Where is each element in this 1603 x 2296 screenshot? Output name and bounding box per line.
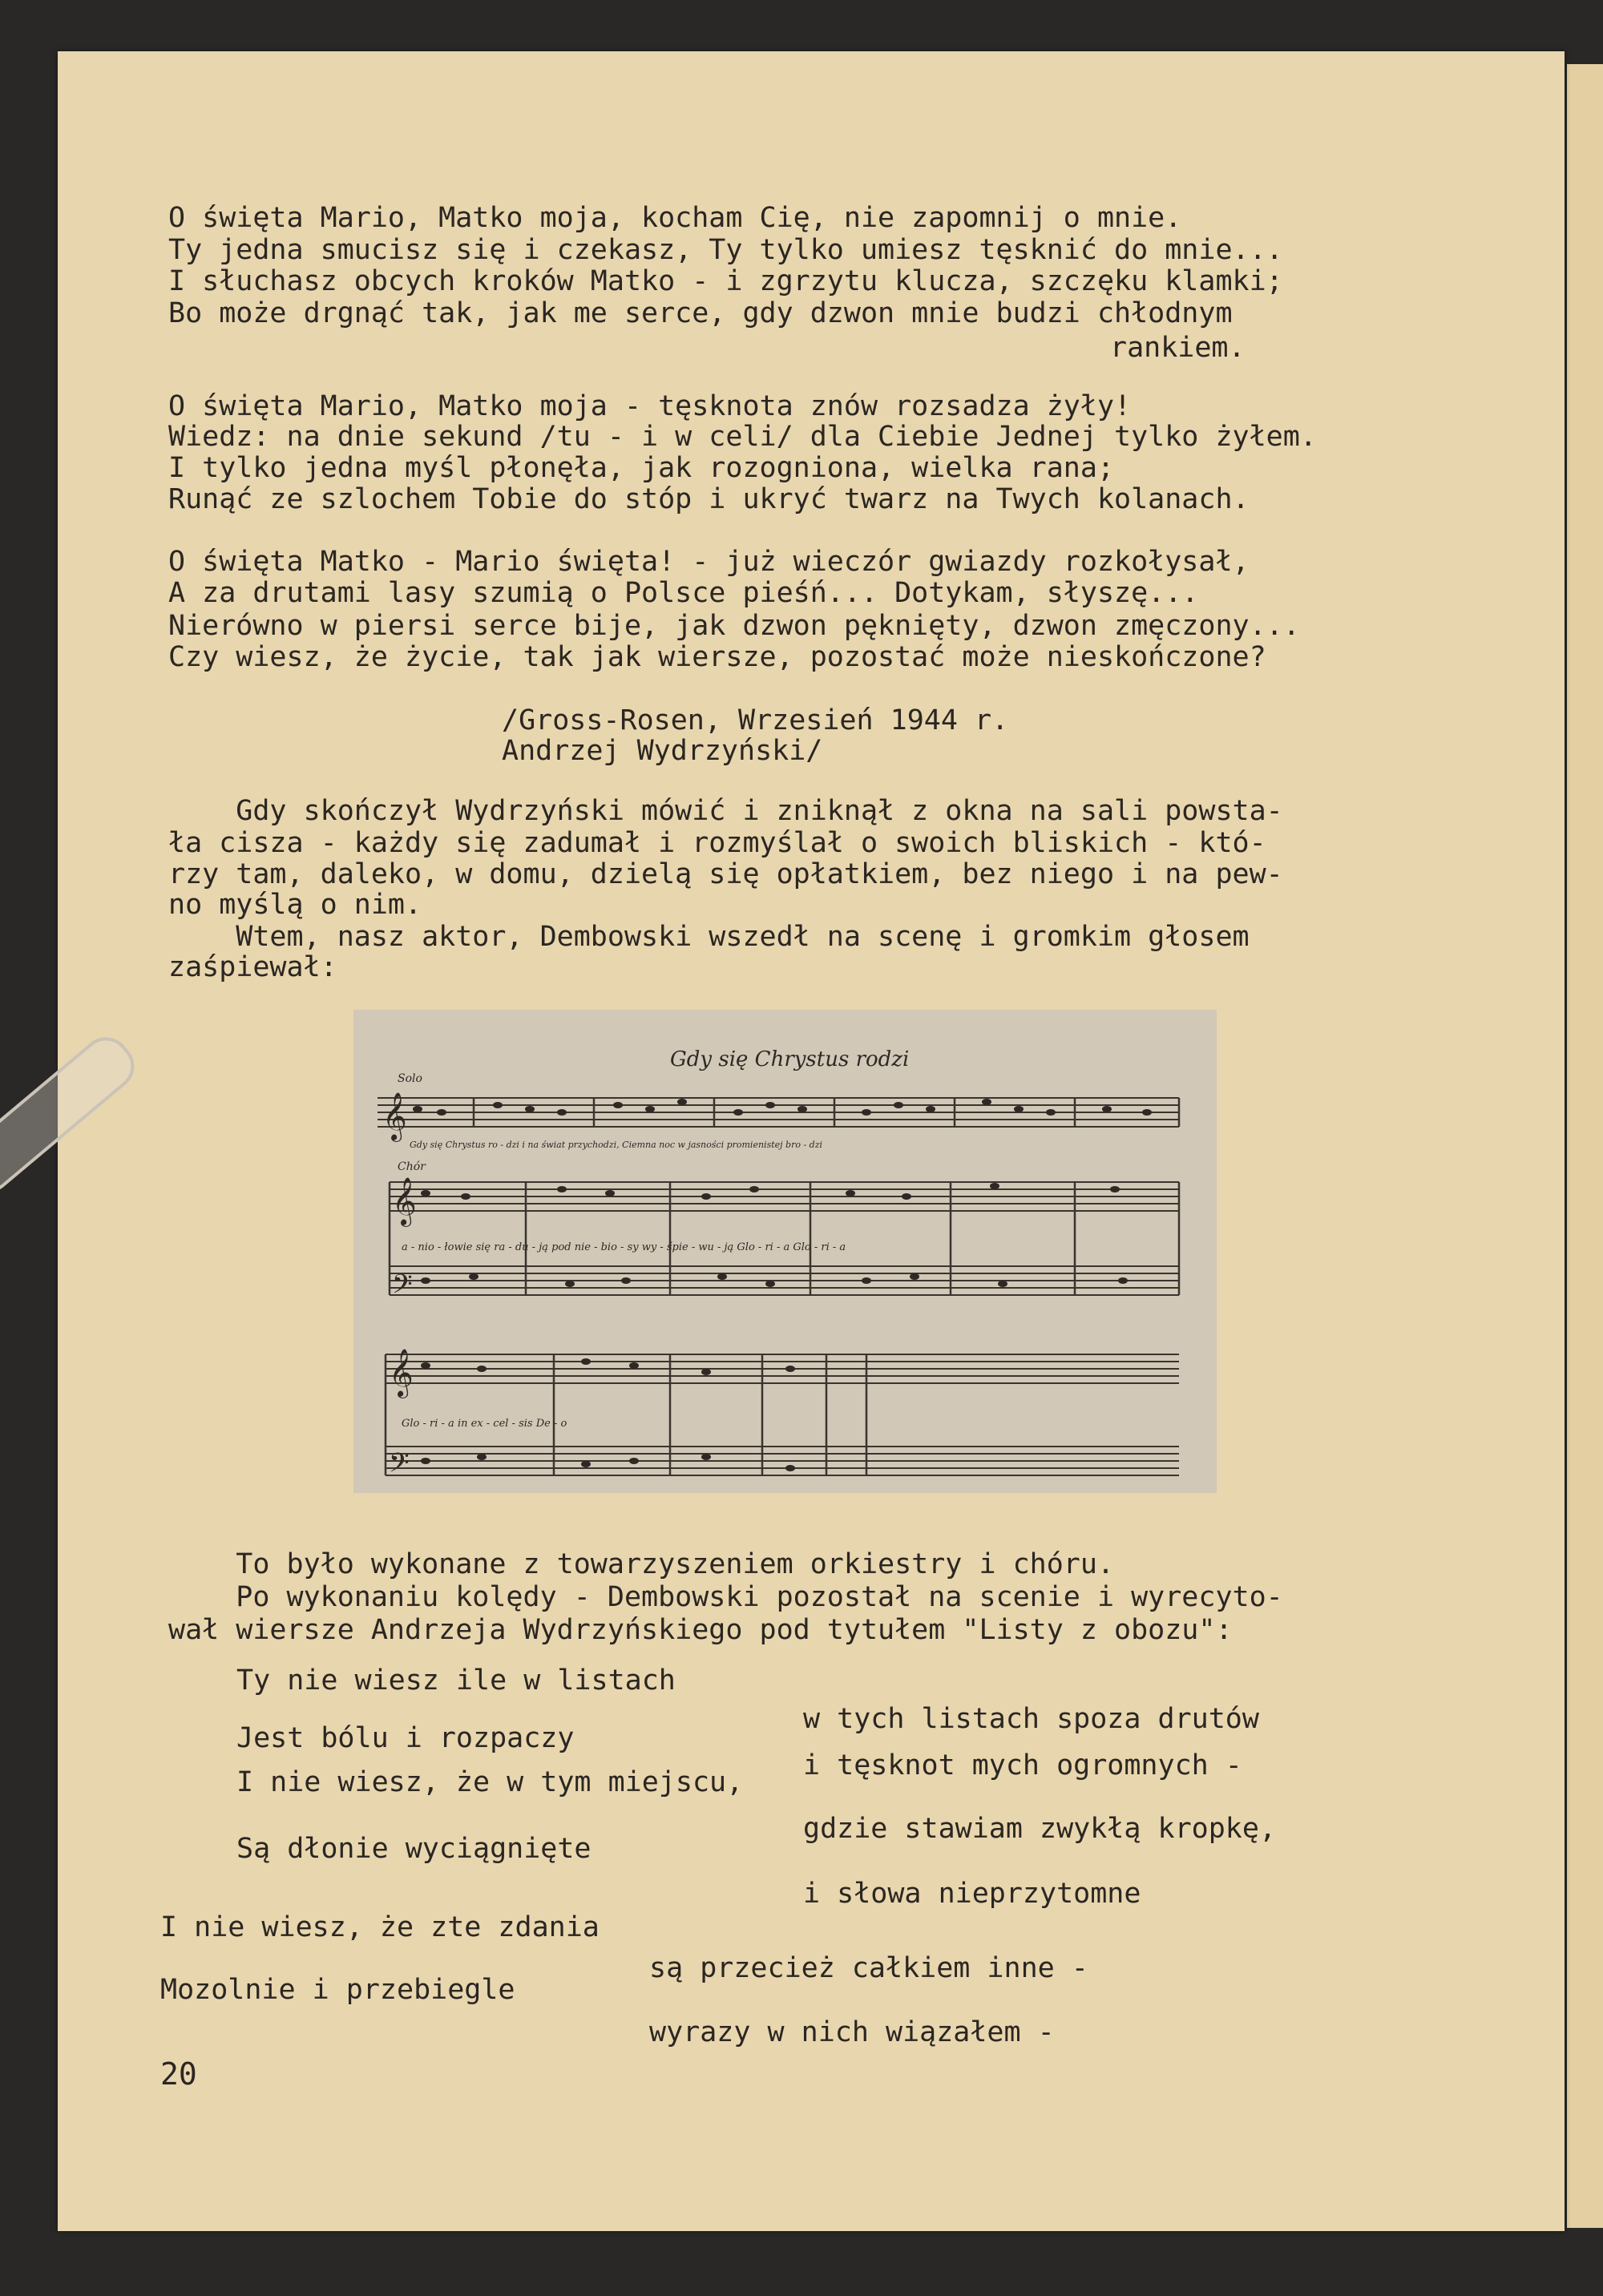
stanza2-line4: Runąć ze szlochem Tobie do stóp i ukryć twarz na Twych kolanach. [168,483,1250,515]
poem-left-line5: I nie wiesz, że zte zdania [160,1911,600,1943]
poem-right-line2: i tęsknot mych ogromnych - [803,1749,1242,1782]
stanza2-line3: I tylko jedna myśl płonęła, jak rozogniona, wielka rana; [168,452,1115,484]
stanza3-line2: A za drutami lasy szumią o Polsce pieśń... Dotykam, słyszę... [168,577,1199,609]
staff-system3-treble [386,1354,1179,1383]
staff-choir-bass [390,1266,1179,1295]
signature-author: Andrzej Wydrzyński/ [502,735,823,767]
poem-right-line4: i słowa nieprzytomne [803,1878,1141,1910]
score-title: Gdy się Chrystus rodzi [670,1047,910,1071]
prose2-line2: Po wykonaniu kolędy - Dembowski pozostał na scenie i wyrecyto- [168,1581,1283,1613]
signature-place-date: /Gross-Rosen, Wrzesień 1944 r. [502,704,1009,736]
treble-clef-icon: 𝄞 [389,1349,414,1397]
poem-left-line3: I nie wiesz, że w tym miejscu, [236,1766,744,1798]
prose2-line3: wał wiersze Andrzeja Wydrzyńskiego pod tytułem "Listy z obozu": [168,1614,1233,1646]
stanza1-line5: rankiem. [1110,332,1246,364]
page-number: 20 [160,2056,197,2092]
bass-clef-icon: 𝄢 [392,1269,413,1306]
treble-clef-icon: 𝄞 [382,1092,407,1140]
poem-left-line4: Są dłonie wyciągnięte [236,1833,592,1865]
prose1-line6: zaśpiewał: [168,951,337,983]
poem-left-line2: Jest bólu i rozpaczy [236,1722,575,1754]
score-lyrics-3: Glo - ri - a in ex - cel - sis De - o [402,1418,567,1430]
bass-clef-icon: 𝄢 [389,1448,410,1485]
prose1-line4: no myślą o nim. [168,889,422,921]
stanza3-line1: O święta Matko - Mario święta! - już wieczór gwiazdy rozkołysał, [168,546,1250,578]
adjacent-page-edge [1567,64,1603,2228]
chor-label: Chór [398,1160,426,1173]
poem-right-line5: są przecież całkiem inne - [649,1952,1088,1984]
prose1-line2: ła cisza - każdy się zadumał i rozmyślał o swoich bliskich - któ- [168,827,1266,859]
stanza2-line2: Wiedz: na dnie sekund /tu - i w celi/ dla Ciebie Jednej tylko żyłem. [168,421,1317,453]
prose2-line1: To było wykonane z towarzyszeniem orkiestry i chóru. [168,1548,1115,1580]
prose1-line3: rzy tam, daleko, w domu, dzielą się opłatkiem, bez niego i na pew- [168,858,1283,890]
poem-right-line3: gdzie stawiam zwykłą kropkę, [803,1813,1277,1845]
stanza2-line1: O święta Mario, Matko moja - tęsknota znów rozsadza żyły! [168,390,1132,422]
score-lyrics-1: Gdy się Chrystus ro - dzi i na świat przychodzi, Ciemna noc w jasności promienistej bro - dzi [410,1140,823,1150]
score-lyrics-2: a - nio - łowie się ra - du - ją pod nie - bio - sy wy - śpie - wu - ją Glo - ri - a Glo - ri - a [402,1241,846,1253]
stanza1-line4: Bo może drgnąć tak, jak me serce, gdy dzwon mnie budzi chłodnym [168,297,1233,329]
solo-label: Solo [398,1072,422,1085]
stanza3-line4: Czy wiesz, że życie, tak jak wiersze, pozostać może nieskończone? [168,641,1266,673]
poem-left-line1: Ty nie wiesz ile w listach [236,1664,676,1697]
stanza1-line1: O święta Mario, Matko moja, kocham Cię, nie zapomnij o mnie. [168,202,1182,234]
stanza3-line3: Nierówno w piersi serce bije, jak dzwon pęknięty, dzwon zmęczony... [168,610,1300,642]
staff-choir-treble [390,1182,1179,1211]
poem-right-line6: wyrazy w nich wiązałem - [649,2016,1055,2048]
prose1-line1: Gdy skończył Wydrzyński mówić i zniknął z okna na sali powsta- [168,795,1283,827]
poem-left-line6: Mozolnie i przebiegle [160,1974,515,2006]
stanza1-line2: Ty jedna smucisz się i czekasz, Ty tylko umiesz tęsknić do mnie... [168,234,1283,266]
poem-right-line1: w tych listach spoza drutów [803,1703,1259,1735]
prose1-line5: Wtem, nasz aktor, Dembowski wszedł na scenę i gromkim głosem [168,921,1250,953]
staff-system3-bass [386,1447,1179,1475]
stanza1-line3: I słuchasz obcych kroków Matko - i zgrzytu klucza, szczęku klamki; [168,265,1283,297]
music-score-image [353,1010,1217,1493]
treble-clef-icon: 𝄞 [392,1177,417,1225]
